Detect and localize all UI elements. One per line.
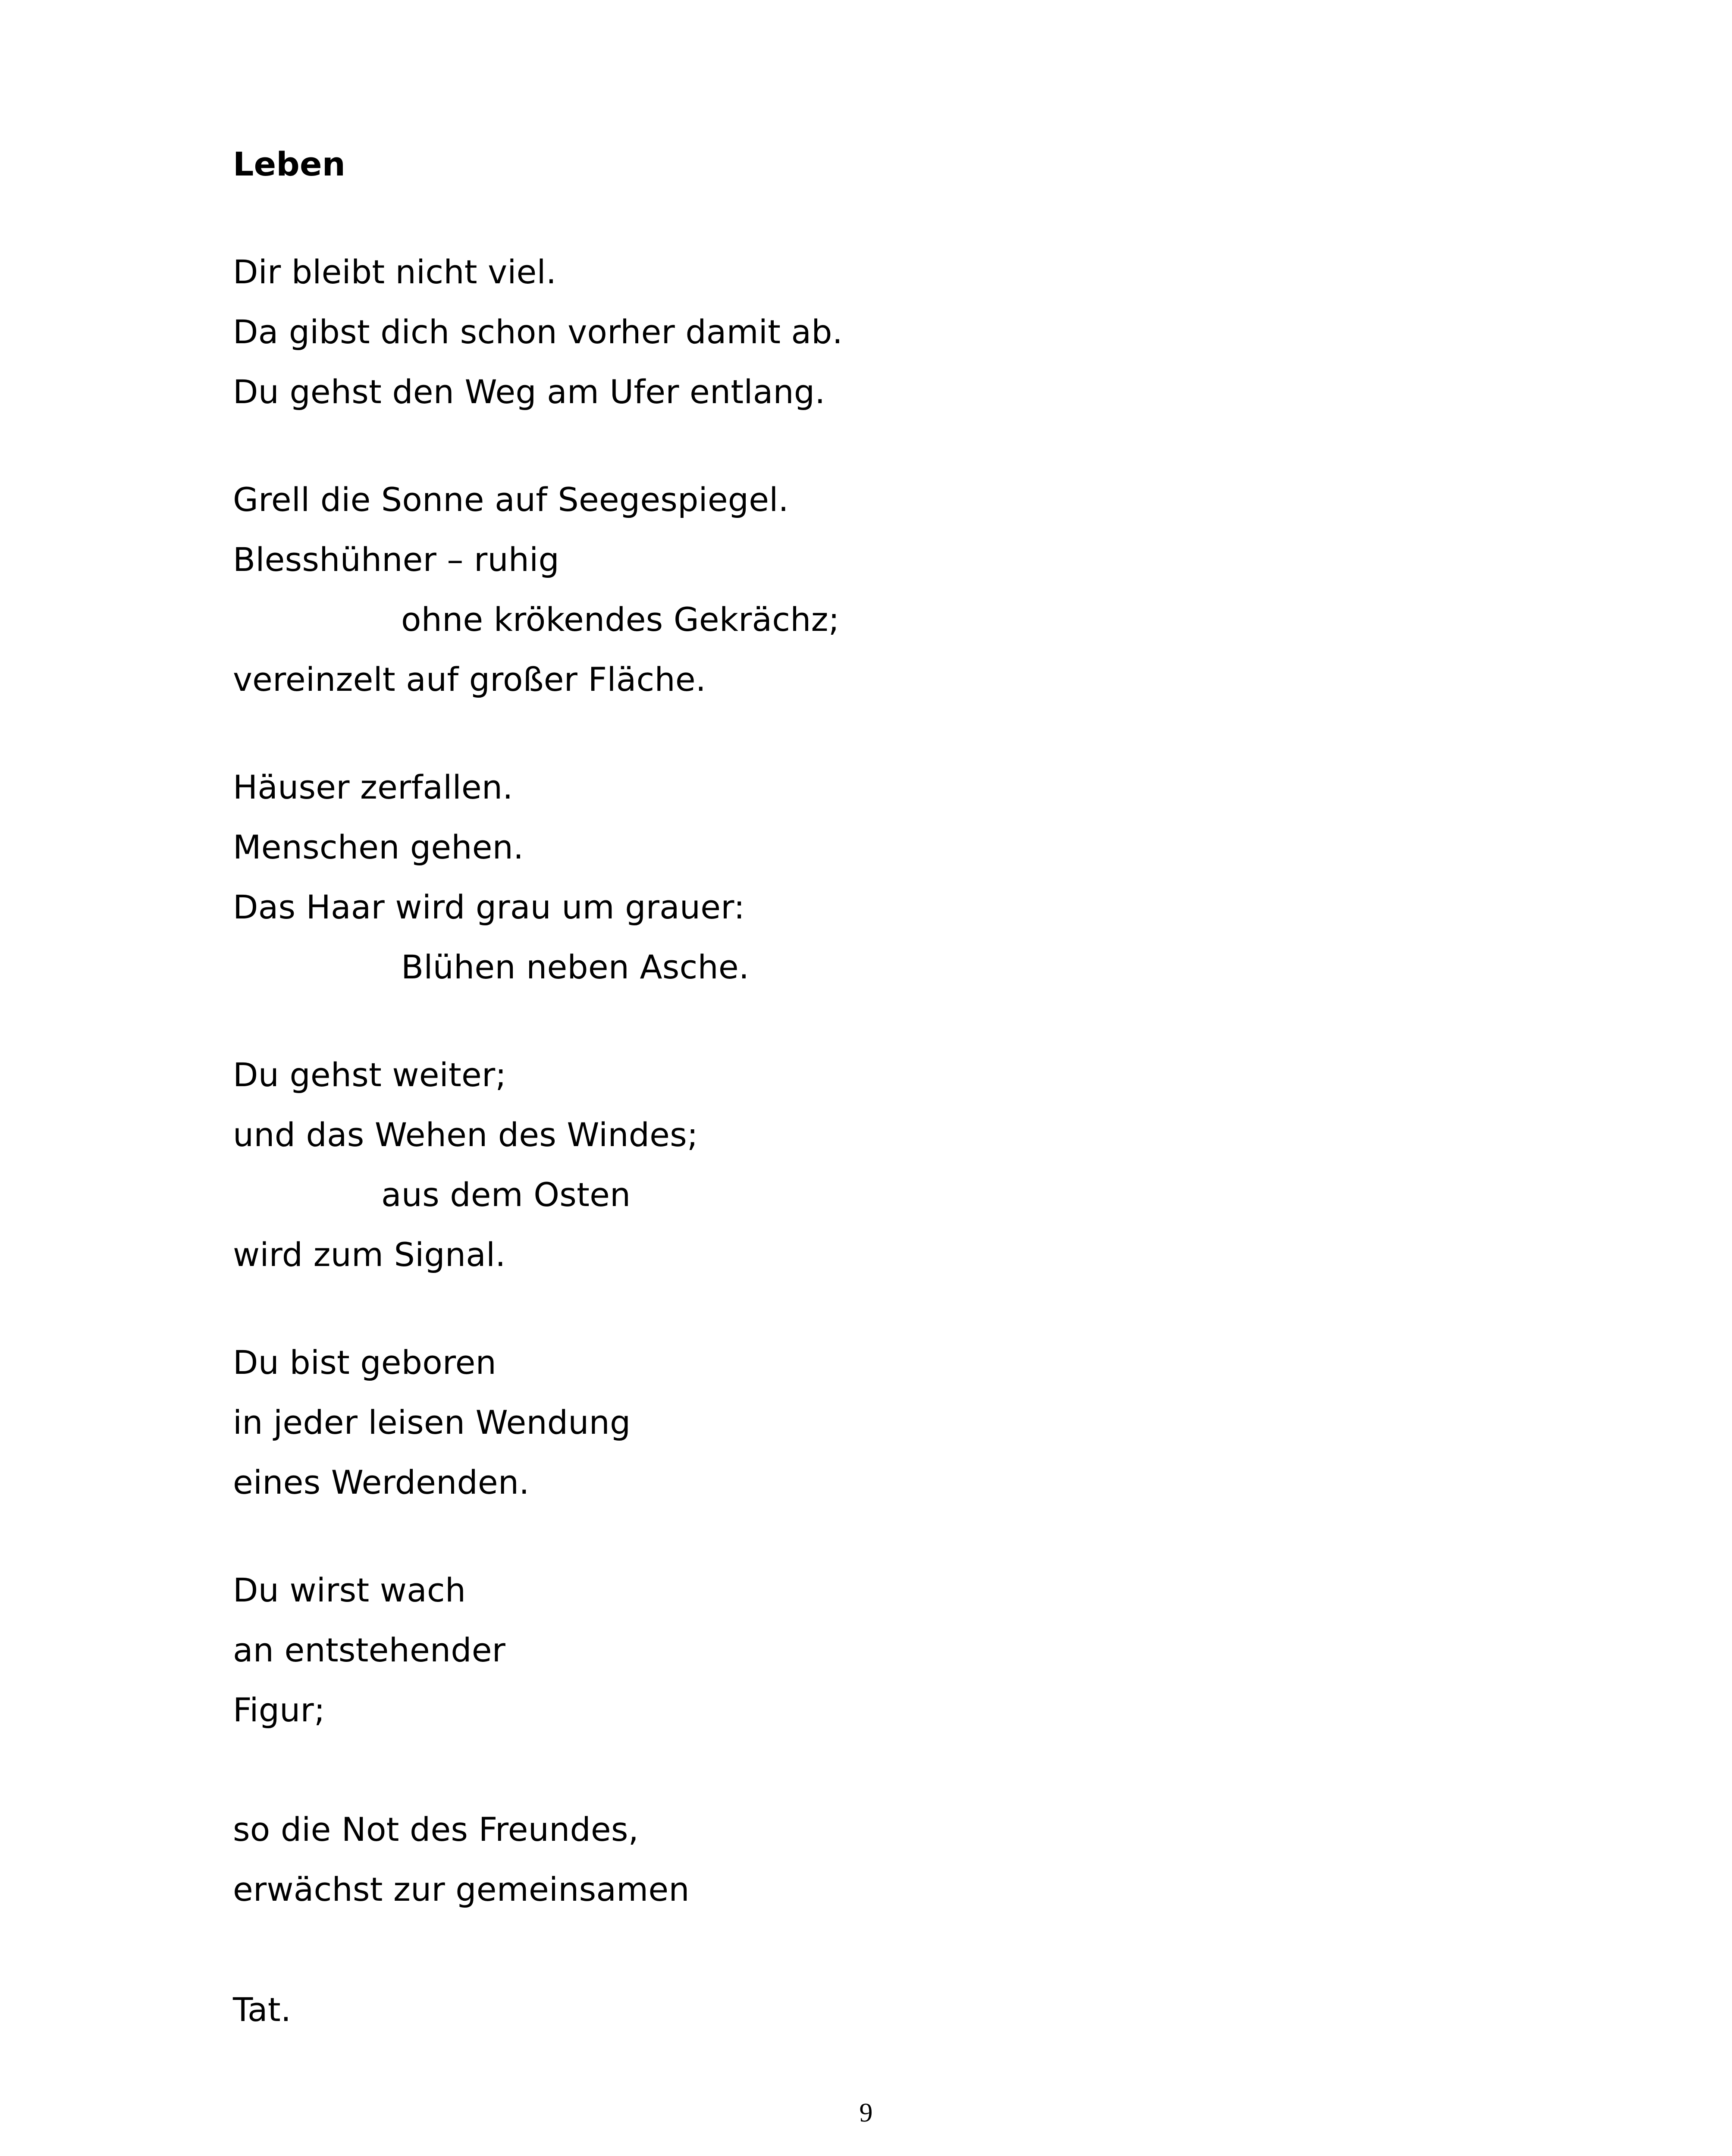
poem-line: so die Not des Freundes, bbox=[233, 1810, 639, 1849]
poem-line: Figur; bbox=[233, 1691, 325, 1729]
poem-line: Blesshühner – ruhig bbox=[233, 540, 559, 579]
poem-line: eines Werdenden. bbox=[233, 1463, 530, 1501]
poem-line: Du gehst weiter; bbox=[233, 1056, 507, 1094]
poem-line: Dir bleibt nicht viel. bbox=[233, 253, 557, 291]
poem-line: Tat. bbox=[233, 1990, 292, 2029]
poem-line: vereinzelt auf großer Fläche. bbox=[233, 660, 706, 699]
poem-line: Blühen neben Asche. bbox=[401, 948, 750, 986]
poem-line: Das Haar wird grau um grauer: bbox=[233, 888, 745, 926]
poem-line: erwächst zur gemeinsamen bbox=[233, 1870, 690, 1908]
poem-line: an entstehender bbox=[233, 1631, 506, 1669]
poem-line: Grell die Sonne auf Seegespiegel. bbox=[233, 480, 789, 519]
poem-line: in jeder leisen Wendung bbox=[233, 1403, 631, 1442]
poem-line: Du bist geboren bbox=[233, 1343, 496, 1382]
poem-line: Menschen gehen. bbox=[233, 828, 524, 866]
poem-line: Da gibst dich schon vorher damit ab. bbox=[233, 313, 843, 351]
poem-line: Du gehst den Weg am Ufer entlang. bbox=[233, 373, 825, 411]
page-number: 9 bbox=[859, 2098, 873, 2128]
poem-title: Leben bbox=[233, 145, 346, 183]
poem-line: aus dem Osten bbox=[381, 1175, 631, 1214]
poem-line: wird zum Signal. bbox=[233, 1235, 506, 1274]
poem-line: ohne krökendes Gekrächz; bbox=[401, 600, 840, 639]
poem-line: Du wirst wach bbox=[233, 1571, 466, 1609]
poem-line: Häuser zerfallen. bbox=[233, 768, 513, 806]
poem-line: und das Wehen des Windes; bbox=[233, 1116, 698, 1154]
